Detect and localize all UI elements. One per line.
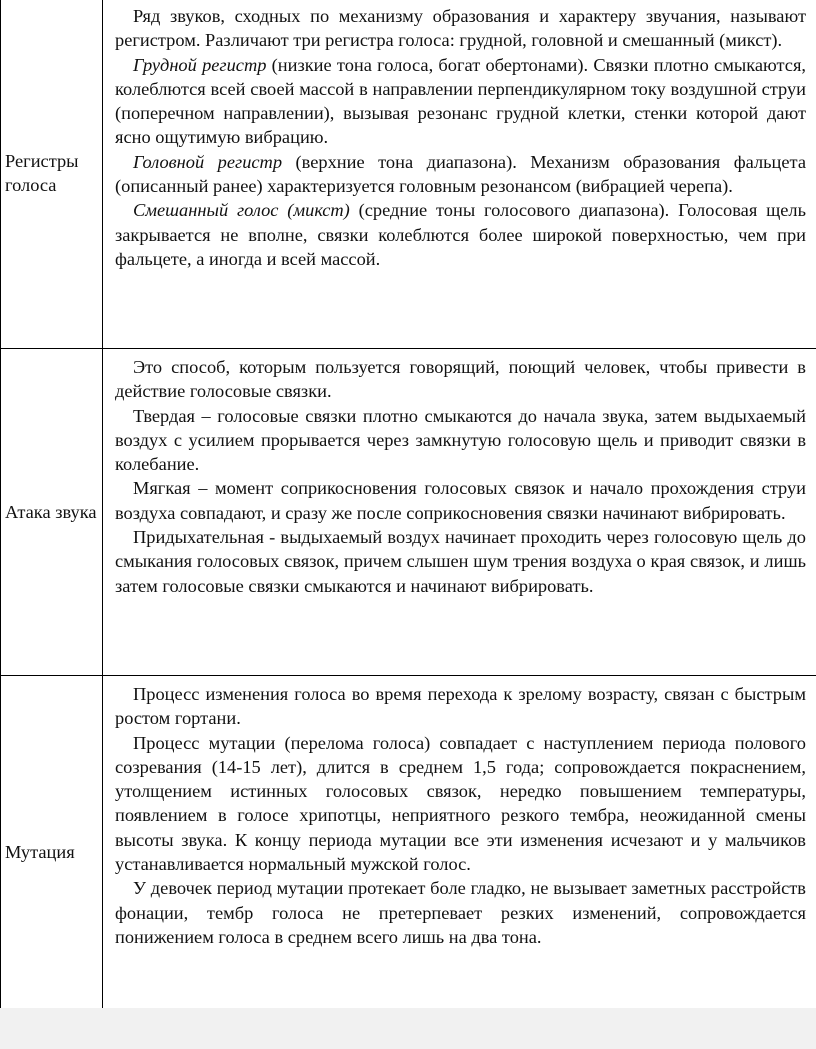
paragraph-text: Это способ, которым пользуется говорящий, поющий человек, чтобы привести в действие голосовые связки. (115, 357, 806, 402)
paragraph (115, 876, 806, 949)
table-row-attack (1, 349, 816, 676)
paragraph-text: (средние тоны голосового диапазона). Голосовая щель закрывается не вполне, связки колеблются более широкой поверхностью, чем при фальцете, а иногда и всей массой. (115, 200, 806, 269)
paragraph-lead: Смешанный голос (микст) (133, 200, 350, 221)
paragraph-text: Ряд звуков, сходных по механизму образования и характеру звучания, называют регистром. Различают три регистра голоса: грудной, головной и смешанный (микст). (115, 6, 806, 51)
paragraph-text: Процесс изменения голоса во время перехода к зрелому возрасту, связан с быстрым ростом гортани. (115, 684, 806, 729)
paragraph-text: (низкие тона голоса, богат обертонами). Связки плотно смыкаются, колеблются всей своей массой в направлении перпендикулярном току воздушной струи (поперечном направлении), вызывая резонанс грудной клетки, стенки которой дают ясно ощутимую вибрацию. (115, 54, 806, 148)
paragraph-lead: Грудной регистр (133, 54, 267, 75)
row-heading: Атака звука (5, 501, 97, 522)
paragraph (115, 355, 806, 404)
paragraph (115, 198, 806, 271)
paragraph-text: У девочек период мутации протекает боле гладко, не вызывает заметных расстройств фонации, тембр голоса не претерпевает резких изменений, сопровождается понижением голоса в среднем всего лишь на два тона. (115, 878, 806, 947)
row-heading-cell (1, 676, 103, 1030)
paragraph-text: Мягкая – момент соприкосновения голосовых связок и начало прохождения струи воздуха совпадают, и сразу же после соприкосновения связки начинают вибрировать. (115, 478, 806, 523)
row-content-cell (103, 676, 816, 1030)
paragraph (115, 4, 806, 53)
table-row-mutation (1, 676, 816, 1030)
paragraph (115, 476, 806, 525)
paragraph (115, 150, 806, 199)
paragraph (115, 731, 806, 877)
row-heading-cell (1, 349, 103, 676)
paragraph-text: Придыхательная - выдыхаемый воздух начинает проходить через голосовую щель до смыкания голосовых связок, причем слышен шум трения воздуха о края связок, и лишь затем голосовые связки смыкаются и начинают вибрировать. (115, 527, 806, 596)
paragraph (115, 404, 806, 477)
paragraph (115, 525, 806, 598)
paragraph (115, 682, 806, 731)
row-heading-cell (1, 0, 103, 349)
paragraph-text: Твердая – голосовые связки плотно смыкаются до начала звука, затем выдыхаемый воздух с усилием прорывается через замкнутую голосовую щель и приводит связки в колебание. (115, 405, 806, 475)
paragraph-text: Процесс мутации (перелома голоса) совпадает с наступлением периода полового созревания (14-15 лет), длится в среднем 1,5 года; сопровождается покраснением, утолщением истинных голосовых связок, нередко повышением температуры, появлением в голосе хрипотцы, неприятного резкого тембра, неожиданной смены высоты звука. К концу периода мутации все эти изменения исчезают и у мальчиков устанавливается нормальный мужской голос. (115, 732, 806, 875)
paragraph (115, 53, 806, 150)
row-content-cell (103, 0, 816, 349)
paragraph-lead: Головной регистр (133, 151, 283, 172)
paragraph-text: (верхние тона диапазона). Механизм образования фальцета (описанный ранее) характеризуется головным резонансом (вибрацией черепа). (115, 151, 806, 197)
row-heading: Мутация (5, 842, 75, 863)
row-heading: Регистры голоса (5, 150, 79, 195)
page-bottom-margin (0, 1008, 816, 1049)
row-content-cell (103, 349, 816, 676)
table-row-registers (1, 0, 816, 349)
